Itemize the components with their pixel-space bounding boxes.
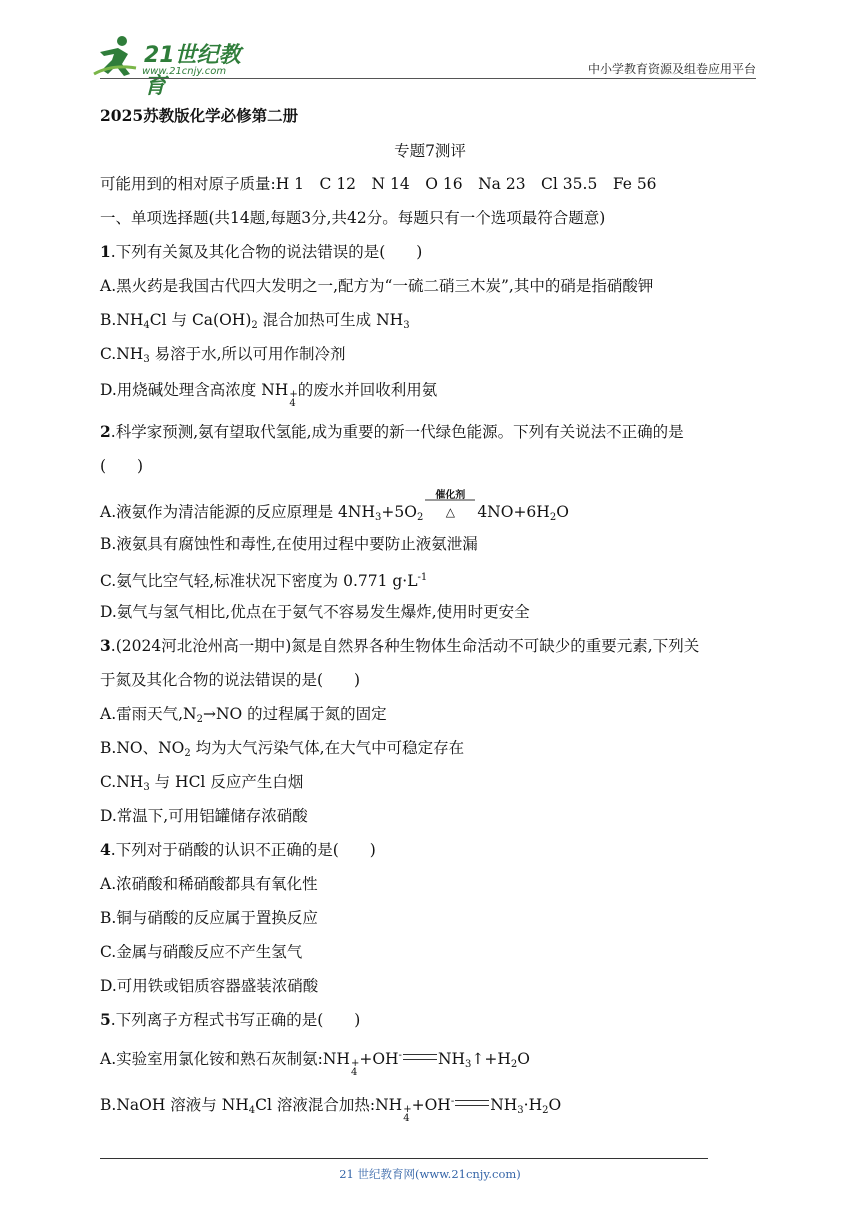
logo-site: www.21cnjy.com [142, 66, 227, 77]
footer-divider [100, 1158, 708, 1159]
question-4-stem: 4.下列对于硝酸的认识不正确的是( ) [100, 840, 376, 859]
q4-option-a: A.浓硝酸和稀硝酸都具有氧化性 [100, 875, 318, 893]
q5-option-a: A.实验室用氯化铵和熟石灰制氨:NH + 4 +OH- $NH_3↑+H_2O$ [100, 1050, 530, 1078]
q2-option-d: D.氨气与氢气相比,优点在于氨气不容易发生爆炸,使用时更安全 [100, 603, 530, 621]
q4-option-c: C.金属与硝酸反应不产生氢气 [100, 943, 303, 961]
section-heading: 一、单项选择题(共14题,每题3分,共42分。每题只有一个选项最符合题意) [100, 209, 606, 227]
book-title: 2025苏教版化学必修第二册 [100, 106, 299, 125]
q1-option-c: $C.NH_3$ 易溶于水,所以可用作制冷剂 [100, 345, 346, 365]
equals-sign [403, 1054, 437, 1060]
header-platform-text: 中小学教育资源及组卷应用平台 [587, 62, 756, 76]
header-divider [100, 78, 756, 79]
q2-option-b: B.液氨具有腐蚀性和毒性,在使用过程中要防止液氨泄漏 [100, 535, 478, 553]
q3-option-c: $C.NH_3$ 与 HCl 反应产生白烟 [100, 773, 304, 793]
question-3-stem-cont: 于氮及其化合物的说法错误的是( ) [100, 671, 361, 689]
q1-option-b: $B.NH_4Cl$ 与 $Ca(OH)_2$ 混合加热可生成 $NH_3$ [100, 311, 410, 331]
question-2-stem: 2.科学家预测,氨有望取代氢能,成为重要的新一代绿色能源。下列有关说法不正确的是 [100, 422, 684, 441]
atomic-masses: 可能用到的相对原子质量:H 1 C 12 N 14 O 16 Na 23 Cl 35.5 Fe 56 [100, 175, 657, 193]
q5-option-b: B.NaOH 溶液与 $NH_4Cl$ 溶液混合加热:NH + 4 +OH- $NH_3\cdot H_2O$ [100, 1096, 562, 1124]
question-5-stem: 5.下列离子方程式书写正确的是( ) [100, 1010, 361, 1029]
q3-option-b: B.NO、$NO_2$ 均为大气污染气体,在大气中可稳定存在 [100, 739, 465, 759]
q3-option-a: A.雷雨天气$,N_2\to NO$ 的过程属于氮的固定 [100, 705, 387, 725]
q1-option-a: A.黑火药是我国古代四大发明之一,配方为“一硫二硝三木炭”,其中的硝是指硝酸钾 [100, 277, 654, 295]
logo-brand: 21世纪教育 [144, 43, 241, 99]
question-1-stem: 1.下列有关氮及其化合物的说法错误的是( ) [100, 242, 423, 261]
runner-logo-icon [92, 34, 142, 78]
q4-option-b: B.铜与硝酸的反应属于置换反应 [100, 909, 318, 927]
equals-sign [455, 1100, 489, 1106]
question-2-stem-cont: ( ) [100, 457, 144, 475]
q3-option-d: D.常温下,可用铝罐储存浓硝酸 [100, 807, 308, 825]
q1-option-d: D.用烧碱处理含高浓度 NH + 4 的废水并回收利用氨 [100, 381, 438, 409]
q4-option-d: D.可用铁或铝质容器盛装浓硝酸 [100, 977, 319, 995]
reaction-condition: 催化剂 △ [425, 502, 475, 522]
q2-option-a: A.液氨作为清洁能源的反应原理是 $4NH_3+5O_2$ 催化剂 △ $4NO+6H_2O$ [100, 490, 569, 523]
footer-text: 21 世纪教育网(www.21cnjy.com) [339, 1167, 521, 1181]
q2-option-c: C.氨气比空气轻,标准状况下密度为 0.771 $g\cdot L^{-1}$ [100, 572, 428, 590]
site-logo [92, 34, 262, 99]
page-title: 专题7测评 [394, 142, 466, 160]
question-3-stem: 3.(2024河北沧州高一期中)氮是自然界各种生物体生命活动不可缺少的重要元素,下列关 [100, 636, 700, 655]
